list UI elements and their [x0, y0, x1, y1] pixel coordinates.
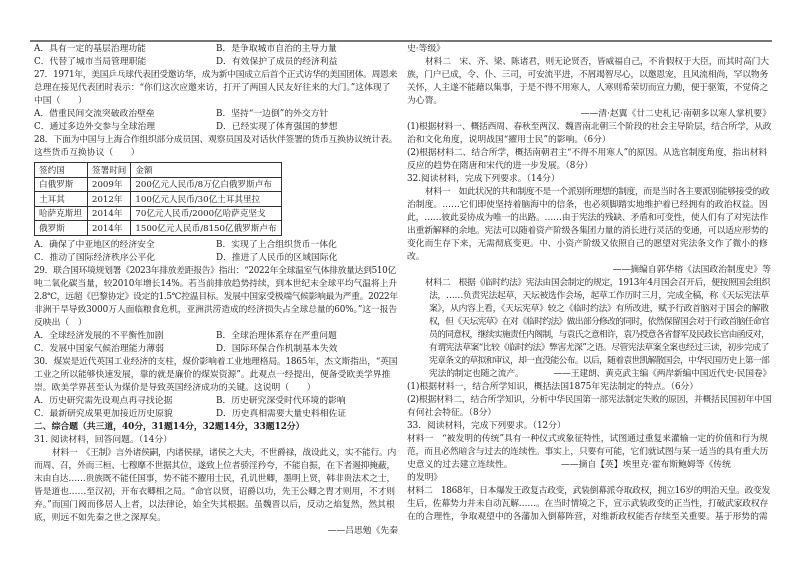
text-line: 材料二 根据《临时约法》宪法由国会制定的规定，1913年4月国会召开后，便按照国会组织 — [425, 278, 771, 288]
text-line: 非洲干旱导致3000万人面临粮食危机，亚洲洪涝造成的经济损失占全球总量的60%。”这一报告 — [34, 304, 398, 315]
text-line: 关怀，人主遂不能藉以集事，于是不得不用寒人，人寒则希荣切而宣力勤，便于驱策，不觉倚之 — [407, 83, 769, 93]
table-cell: 2014年 — [88, 206, 131, 221]
text-line: 范，而且必然暗含与过去的连续性。事实上，只要有可能，它们就试图与某一适当的具有重大历 — [407, 447, 769, 457]
option-b: D．已经实现了体育强国的梦想 — [216, 122, 338, 132]
option-a: C．代替了城市当局管理职能 — [34, 57, 147, 67]
text-line: 崇。欧美学界甚至认为煤价是导致英国经济成功的关键。这说明（ ） — [34, 382, 316, 393]
text-line: 材料二 宋、齐、梁、陈诸君，则无论贤否，皆威福自己，不肯假权于大臣，而其时高门大 — [425, 57, 769, 67]
text-line: 底，则远不如先秦之世之深厚矣。 — [34, 512, 166, 523]
text-line: 宪法的制定也随之流产。 ——王建朗、黄克武主编《两岸新编中国近代史·民国卷》 — [429, 369, 771, 379]
text-line: 材料一 “被发明的传统”具有一种仪式或象征特性，试图通过重复来灌输一定的价值和行为规 — [407, 434, 768, 444]
table-cell: 1500亿元人民币/8150亿俄罗斯卢布 — [131, 221, 281, 236]
text-line: 权，但《天坛宪草》在对《临时约法》做出部分修改的同时，依然保留国会对于行政首脑任命官 — [429, 317, 770, 327]
table-cell: 100亿元人民币/30亿土耳其里拉 — [131, 192, 281, 207]
table-cell: 70亿元人民币/2000亿哈萨克坚戈 — [131, 206, 281, 221]
text-line: 弃。”而国门阀而侈居人上者，以法律论，始全失其根据。虽魏晋以后，反动之焰复然，然其根 — [34, 499, 395, 510]
table-cell: 哈萨克斯坦 — [35, 206, 88, 221]
text-line: (1)根据材料一，结合所学知识，概括法国1875年宪法制定的特点。（6分） — [407, 382, 699, 392]
option-b: B．历史研究深受时代环境的影响 — [216, 395, 346, 406]
text-line: 有何社会特征。（8分） — [407, 408, 497, 418]
text-line: 32.阅读材料，完成下列要求。（14分） — [407, 174, 560, 184]
answer-options — [34, 239, 398, 252]
text-line: 法，……负责宪法起草，天坛被选作会场，起草工作历时三月，完成全稿，称《天坛宪法草 — [429, 291, 769, 301]
option-a: A．借重民间交流突破政治壁垒 — [34, 109, 155, 119]
table-cell: 2009年 — [88, 177, 131, 192]
text-line: ——摘编自郭华榕《法国政治制度史》等 — [612, 265, 771, 275]
answer-options — [34, 408, 398, 421]
table-cell: 白俄罗斯 — [35, 177, 88, 192]
answer-options — [34, 252, 398, 265]
text-line: 而周、召，外而三桓、七穆靡不世据其位，遂致上位者骄淫矜夸，不能自振，在下者遏抑掩蔽， — [34, 460, 396, 471]
text-line: 二、综合题（共三道，40分，31题14分，32题14分，33题12分） — [34, 421, 305, 432]
answer-options — [34, 343, 398, 356]
table-header-cell: 签约国 — [35, 163, 88, 178]
text-line: 30．煤炭是近代英国工业经济的支柱，煤价影响着工业地理格局。1865年，杰文斯指出，“英国 — [34, 356, 398, 367]
text-line: 宪章条文的草拟和审议，却一直没能公布。以后，随着袁世凯解散国会，中华民国历史上第一部 — [429, 356, 770, 366]
option-a: A．具有一定的基层治理功能 — [34, 44, 146, 54]
text-line: (2)根据材料二、结合所学，概括南朝君主“不得不用寒人”的原因。从选官制度角度，指出材料 — [407, 148, 768, 158]
text-line: 史·等级》 — [407, 44, 445, 54]
answer-options — [34, 121, 398, 134]
text-line: 总理在接见代表团时表示：“你们这次应邀来访，打开了两国人民友好往来的大门。”这体现了 — [34, 83, 391, 93]
table-cell: 2014年 — [88, 221, 131, 236]
option-a: A．全球经济发展的不平衡性加剧 — [34, 330, 164, 341]
text-line: 材料一 如此状况的共和制度不是一个派别所理想的制度，而是当时各主要派别能够接受的政 — [425, 187, 770, 197]
option-a: C．推动了国际经济秩序公平化 — [34, 252, 156, 263]
table-row — [35, 177, 282, 192]
table-row — [35, 221, 282, 236]
answer-options — [34, 395, 398, 408]
right-column — [407, 43, 771, 524]
text-line: 史意义的过去建立连续性。 ——摘自【英】埃里克·霍布斯鲍姆等《传统 — [407, 460, 731, 470]
text-line: (1)根据材料一、概括西周、春秋至两汉、魏晋南北朝三个阶段的社会主导阶层，结合所学，从政 — [407, 122, 771, 132]
option-b: B．是争取城市自治的主导力量 — [216, 44, 337, 54]
currency-swap-table — [34, 162, 282, 236]
text-line: 皆是道也……至汉初，开布衣卿相之局。“命官以贤，诏爵以功，先王公卿之胄才则用，不才则 — [34, 486, 395, 497]
table-cell: 2012年 — [88, 192, 131, 207]
option-b: D．历史真相需要大量史料相佐证 — [216, 408, 347, 419]
table-row — [35, 206, 282, 221]
option-b: D．推进了人民币的区域国际化 — [216, 252, 338, 263]
text-line: 末由自达……贵族既不能任国事，势不能不擢用士民，孔讥世卿，墨明上贤，韩非贵法术之士， — [34, 473, 396, 484]
text-line: 29．联合国环境规划署《2023年排放差距报告》指出：“2022年全球温室气体排放量达到510亿 — [34, 265, 396, 276]
table-cell: 俄罗斯 — [35, 221, 88, 236]
answer-options — [34, 56, 398, 69]
answer-options — [34, 330, 398, 343]
text-line: 变化而生存下来，无需彻底变更。中、小资产阶级又依照自己的愿望对宪法条文作了微小的修 — [407, 239, 768, 249]
text-line: 33．阅读材料，完成下列要求。（12分） — [407, 421, 566, 431]
text-line: ——吕思勉《先秦 — [327, 525, 398, 536]
answer-options — [34, 108, 398, 121]
text-line: 材料一 《王制》言外诸侯嗣，内诸侯禄，诸侯之大夫，不世爵禄，战设此义，实不能行。内 — [52, 447, 396, 458]
text-line: 治和文化角度，说明战国“擢用士民”的影响。（6分） — [407, 135, 611, 145]
option-a: A．确保了中亚地区的经济安全 — [34, 239, 155, 250]
option-b: D．有效保护了成员的经济利益 — [216, 57, 338, 67]
table-row — [35, 192, 282, 207]
text-line: 改。 — [407, 252, 425, 262]
answer-options — [34, 43, 398, 56]
text-line: 材料二 1868年，日本爆发王政复古政变，武装倒幕派夺取政权，拥立16岁的明治天皇。政变发 — [407, 486, 771, 496]
text-line: ——清·赵翼《廿二史札记·南朝多以寒人掌机要》 — [580, 109, 771, 119]
text-line: 吨二氧化碳当量，较2010年增长14%。若当前排放趋势持续，到本世纪末全球平均气温将上升 — [34, 278, 398, 289]
table-cell: 200亿元人民币/8万亿白俄罗斯卢布 — [131, 177, 281, 192]
text-line: 中国（ ） — [34, 96, 87, 106]
table-header-cell: 金额 — [131, 163, 281, 178]
text-line: 27．1971年，美国乒乓球代表团受邀访华，成为新中国成立后首个正式访华的美国团体。周恩来 — [34, 70, 398, 80]
option-b: D．国际环保合作机制基本失效 — [216, 343, 338, 354]
text-line: 出重新解释的余地。宪法可以随着资产阶级各集团力量的消长进行灵活的变通，可以适应形势的 — [407, 226, 769, 236]
text-line: 反映出（ ） — [34, 317, 87, 328]
text-line: (2)根据材料二，结合所学知识，分析中华民国第一部宪法制定失败的原因，并概括民国初年中国 — [407, 395, 771, 405]
text-line: 在的合理性，争取观望中的各藩加入倒幕阵营，对维新政权能否存续至关重要。基于形势的需 — [407, 512, 768, 522]
option-a: C．发展中国家气候治理能力薄弱 — [34, 343, 164, 354]
text-line: 为心膂。 — [407, 96, 443, 106]
text-line: 案》，从内容上看，《天坛宪草》较之《临时约法》有所改进，赋予行政首脑对于国会的解散 — [429, 304, 769, 314]
text-line: 员的同意权，继续实施责任内阁制，与袁氏之意相许，袁乃授意各省督军及民政长官由函反对， — [429, 330, 770, 340]
text-line: 28．下面为中国与上海合作组织部分成员国、观察员国及对话伙伴签署的货币互换协议统计表。 — [34, 135, 398, 145]
text-line: 治制度。……它们即使坚持着脑海中的信条，也必须脚踏实地维护着已经拥有的政治权益。因 — [407, 200, 768, 210]
option-a: C．通过多边外交参与全球治理 — [34, 122, 156, 132]
option-b: B．实现了上合组织货币一体化 — [216, 239, 337, 250]
text-line: 此，……彼此妥协成为唯一的出路。……由于宪法的残缺、矛盾和可变性，使人们有了对宪法作 — [407, 213, 769, 223]
text-line: 有谓宪法草案“比较《临时约法》弊害尤深”之语。尽管宪法草案全案也经过三读，初步完成了 — [429, 343, 769, 353]
text-line: 工业之所以能够快速发展，靠的就是廉价的煤炭资源”。此观点一经提出，便备受欧美学界推 — [34, 369, 391, 380]
text-line: 的发明》 — [407, 473, 443, 483]
option-b: B．坚持“一边倒”的外交方针 — [216, 109, 329, 119]
text-line: 2.8℃，远超《巴黎协定》设定的1.5℃控温目标。发展中国家受极端气候影响最为严重。2022年 — [34, 291, 398, 302]
text-line: 31. 阅读材料，回答问题。（14分） — [34, 434, 172, 445]
left-column — [34, 43, 398, 538]
text-line: 这些货币互换协议（ ） — [34, 148, 140, 158]
option-a: C．最新研究成果更加接近历史原貌 — [34, 408, 173, 419]
option-b: B．全球治理体系存在严重问题 — [216, 330, 337, 341]
text-line: 生后，佐幕势力并未自动瓦解……。在当时情境之下，宣示武装政变的正当性，打破武家政权存 — [407, 499, 769, 509]
header-rule — [30, 40, 772, 42]
table-header-row — [35, 163, 282, 178]
table-cell: 土耳其 — [35, 192, 88, 207]
table-header-cell: 签署时间 — [88, 163, 131, 178]
text-line: 反应的趋势在隋唐和宋代的进一步发展。（8分） — [407, 161, 593, 171]
text-line: 族，门户已成，令、仆、三司，可安流平进，不屑竭智尽心，以邀恩宠，且风流相尚，罕以物务 — [407, 70, 769, 80]
option-a: A．历史研究需先设观点再寻找论据 — [34, 395, 173, 406]
